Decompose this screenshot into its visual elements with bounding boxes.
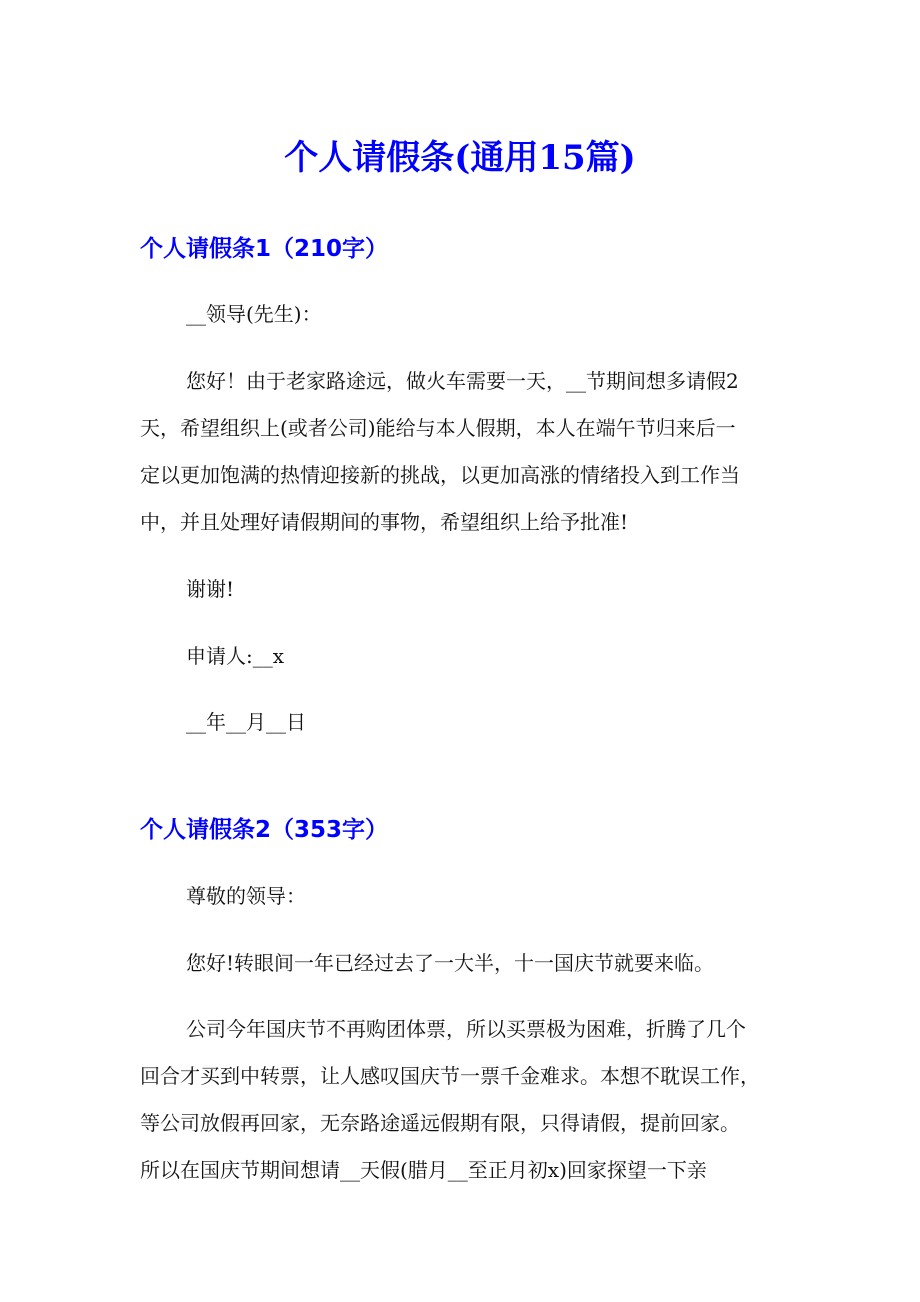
applicant-line: 申请人:__x <box>186 644 285 668</box>
body-paragraph-line: 回合才买到中转票，让人感叹国庆节一票千金难求。本想不耽误工作， <box>140 1064 760 1088</box>
body-paragraph-line: 公司今年国庆节不再购团体票，所以买票极为困难，折腾了几个 <box>186 1017 746 1041</box>
thanks-line: 谢谢! <box>186 577 235 601</box>
document-title: 个人请假条(通用15篇) <box>284 138 636 178</box>
body-paragraph-line: 等公司放假再回家，无奈路途遥远假期有限，只得请假，提前回家。 <box>140 1111 740 1135</box>
body-paragraph-line: 您好!转眼间一年已经过去了一大半，十一国庆节就要来临。 <box>186 951 715 975</box>
section-1-heading: 个人请假条1（210字） <box>140 236 389 262</box>
salutation: __领导(先生)： <box>186 302 322 326</box>
section-2-heading: 个人请假条2（353字） <box>140 817 389 843</box>
body-paragraph-line: 中，并且处理好请假期间的事物，希望组织上给予批准! <box>140 510 629 534</box>
salutation: 尊敬的领导： <box>186 884 306 908</box>
body-paragraph-line: 定以更加饱满的热情迎接新的挑战，以更加高涨的情绪投入到工作当 <box>140 463 740 487</box>
body-paragraph-line: 天，希望组织上(或者公司)能给与本人假期，本人在端午节归来后一 <box>140 416 736 440</box>
body-paragraph-line: 您好！由于老家路途远，做火车需要一天，__节期间想多请假2 <box>186 369 739 393</box>
date-line: __年__月__日 <box>186 710 306 734</box>
body-paragraph-line: 所以在国庆节期间想请__天假(腊月__至正月初x)回家探望一下亲 <box>140 1158 707 1182</box>
